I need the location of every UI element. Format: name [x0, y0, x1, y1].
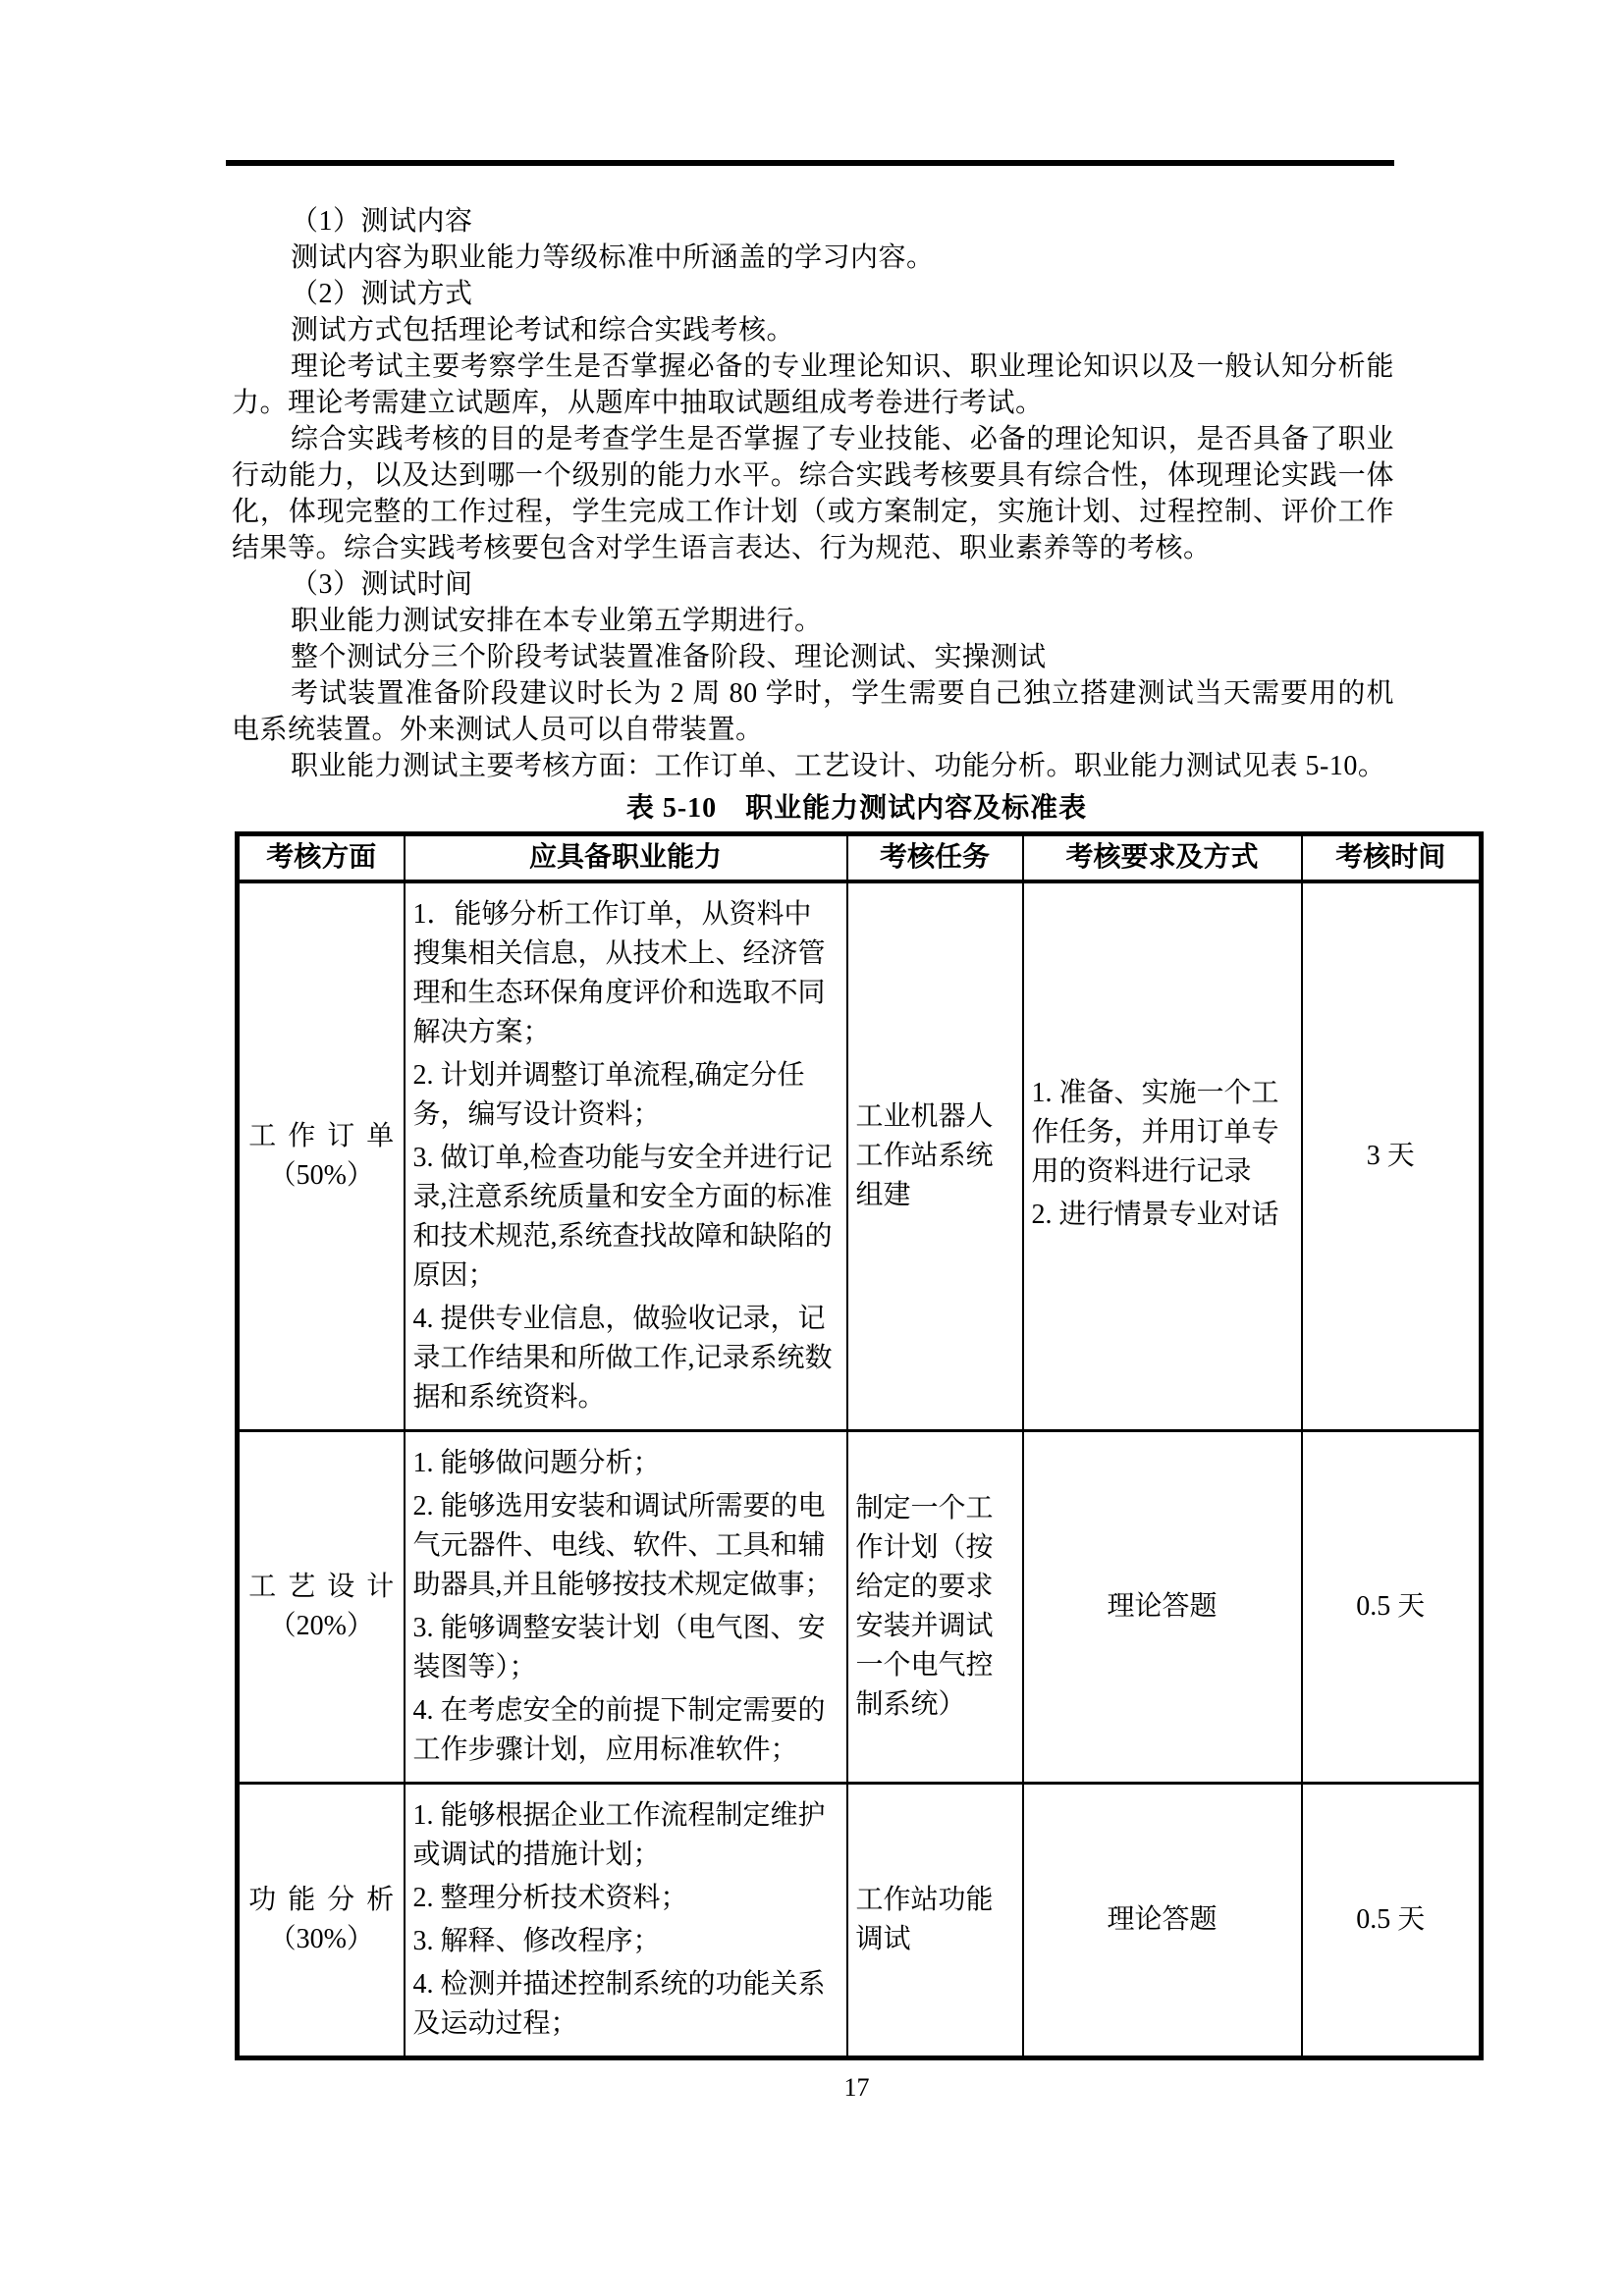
abilities-cell [405, 1431, 847, 1784]
ability-item: 4. 在考虑安全的前提下制定需要的工作步骤计划，应用标准软件； [412, 1695, 826, 1765]
aspect-percent: （50%） [268, 1160, 374, 1191]
abilities-cell [405, 1784, 847, 2058]
requirement-item: 2. 进行情景专业对话 [1031, 1200, 1279, 1230]
ability-item: 1. 能够根据企业工作流程制定维护或调试的措施计划； [412, 1800, 826, 1870]
ability-item: 2. 能够选用安装和调试所需要的电气元器件、电线、软件、工具和辅助器具,并且能够按技术规定做事； [412, 1491, 833, 1600]
header-cell-aspect: 考核方面 [238, 834, 405, 882]
requirements-cell: 理论答题 [1023, 1431, 1302, 1784]
header-cell-time: 考核时间 [1302, 834, 1482, 882]
table-row [238, 1431, 1482, 1784]
aspect-cell [238, 1784, 405, 2058]
abilities-cell [405, 881, 847, 1431]
header-cell-abilities: 应具备职业能力 [405, 834, 847, 882]
paragraph: 理论考试主要考察学生是否掌握必备的专业理论知识、职业理论知识以及一般认知分析能力。理论考需建立试题库，从题库中抽取试题组成考卷进行考试。 [232, 351, 1394, 418]
time-cell: 0.5 天 [1302, 1784, 1482, 2058]
task-cell: 工作站功能调试 [847, 1784, 1023, 2058]
table-header-row [238, 834, 1482, 882]
ability-item: 2. 整理分析技术资料； [412, 1883, 688, 1913]
ability-item: 4. 提供专业信息，做验收记录，记录工作结果和所做工作,记录系统数据和系统资料。 [412, 1304, 833, 1413]
aspect-name: 功能分析 [248, 1885, 406, 1915]
assessment-table-block [235, 791, 1479, 2060]
paragraph: 整个测试分三个阶段考试装置准备阶段、理论测试、实操测试 [291, 642, 1047, 672]
paragraph: 测试内容为职业能力等级标准中所涵盖的学习内容。 [291, 242, 935, 273]
paragraph: 综合实践考核的目的是考查学生是否掌握了专业技能、必备的理论知识，是否具备了职业行动能力，以及达到哪一个级别的能力水平。综合实践考核要具有综合性，体现理论实践一体化，体现完整的工作过程，学生完成工作计划（或方案制定，实施计划、过程控制、评价工作结果等。综合实践考核要包含对学生语言表达、行为规范、职业素养等的考核。 [232, 424, 1394, 563]
paragraph: 考试装置准备阶段建议时长为 2 周 80 学时，学生需要自己独立搭建测试当天需要用的机电系统装置。外来测试人员可以自带装置。 [232, 678, 1394, 745]
requirements-cell: 理论答题 [1023, 1784, 1302, 2058]
table-row [238, 881, 1482, 1431]
aspect-cell [238, 881, 405, 1431]
requirements-cell [1023, 881, 1302, 1431]
aspect-percent: （20%） [268, 1611, 374, 1641]
ability-item: 1. 能够做问题分析； [412, 1448, 661, 1478]
header-cell-requirements: 考核要求及方式 [1023, 834, 1302, 882]
table-title: 表 5-10 职业能力测试内容及标准表 [625, 793, 1088, 824]
task-cell: 制定一个工作计划（按给定的要求安装并调试一个电气控制系统） [847, 1431, 1023, 1784]
aspect-cell [238, 1431, 405, 1784]
ability-item: 3. 解释、修改程序； [412, 1926, 661, 1956]
ability-item: 4. 检测并描述控制系统的功能关系及运动过程； [412, 1969, 826, 2039]
ability-item: 3. 做订单,检查功能与安全并进行记录,注意系统质量和安全方面的标准和技术规范,系统查找故障和缺陷的原因； [412, 1143, 833, 1291]
paragraph: 职业能力测试安排在本专业第五学期进行。 [291, 606, 823, 636]
table-row [238, 1784, 1482, 2058]
header-rule [226, 160, 1394, 166]
aspect-name: 工作订单 [248, 1121, 406, 1151]
aspect-name: 工艺设计 [248, 1572, 406, 1602]
ability-item: 2. 计划并调整订单流程,确定分任务，编写设计资料； [412, 1060, 805, 1130]
time-cell: 3 天 [1302, 881, 1482, 1431]
paragraph: 测试方式包括理论考试和综合实践考核。 [291, 315, 795, 346]
paragraph: （3）测试时间 [291, 569, 473, 600]
page-number: 17 [843, 2073, 870, 2102]
body-text [232, 203, 1394, 784]
time-cell: 0.5 天 [1302, 1431, 1482, 1784]
aspect-percent: （30%） [268, 1924, 374, 1954]
ability-item: 3. 能够调整安装计划（电气图、安装图等）； [412, 1613, 826, 1682]
header-cell-task: 考核任务 [847, 834, 1023, 882]
ability-item: 1．能够分析工作订单，从资料中搜集相关信息，从技术上、经济管理和生态环保角度评价和选取不同解决方案； [412, 899, 826, 1047]
paragraph: （1）测试内容 [291, 206, 473, 237]
paragraph: 职业能力测试主要考核方面：工作订单、工艺设计、功能分析。职业能力测试见表 5-10。 [291, 751, 1386, 781]
paragraph: （2）测试方式 [291, 279, 473, 309]
task-cell: 工业机器人工作站系统组建 [847, 881, 1023, 1431]
requirement-item: 1. 准备、实施一个工作任务，并用订单专用的资料进行记录 [1031, 1078, 1279, 1187]
assessment-table [235, 831, 1484, 2060]
